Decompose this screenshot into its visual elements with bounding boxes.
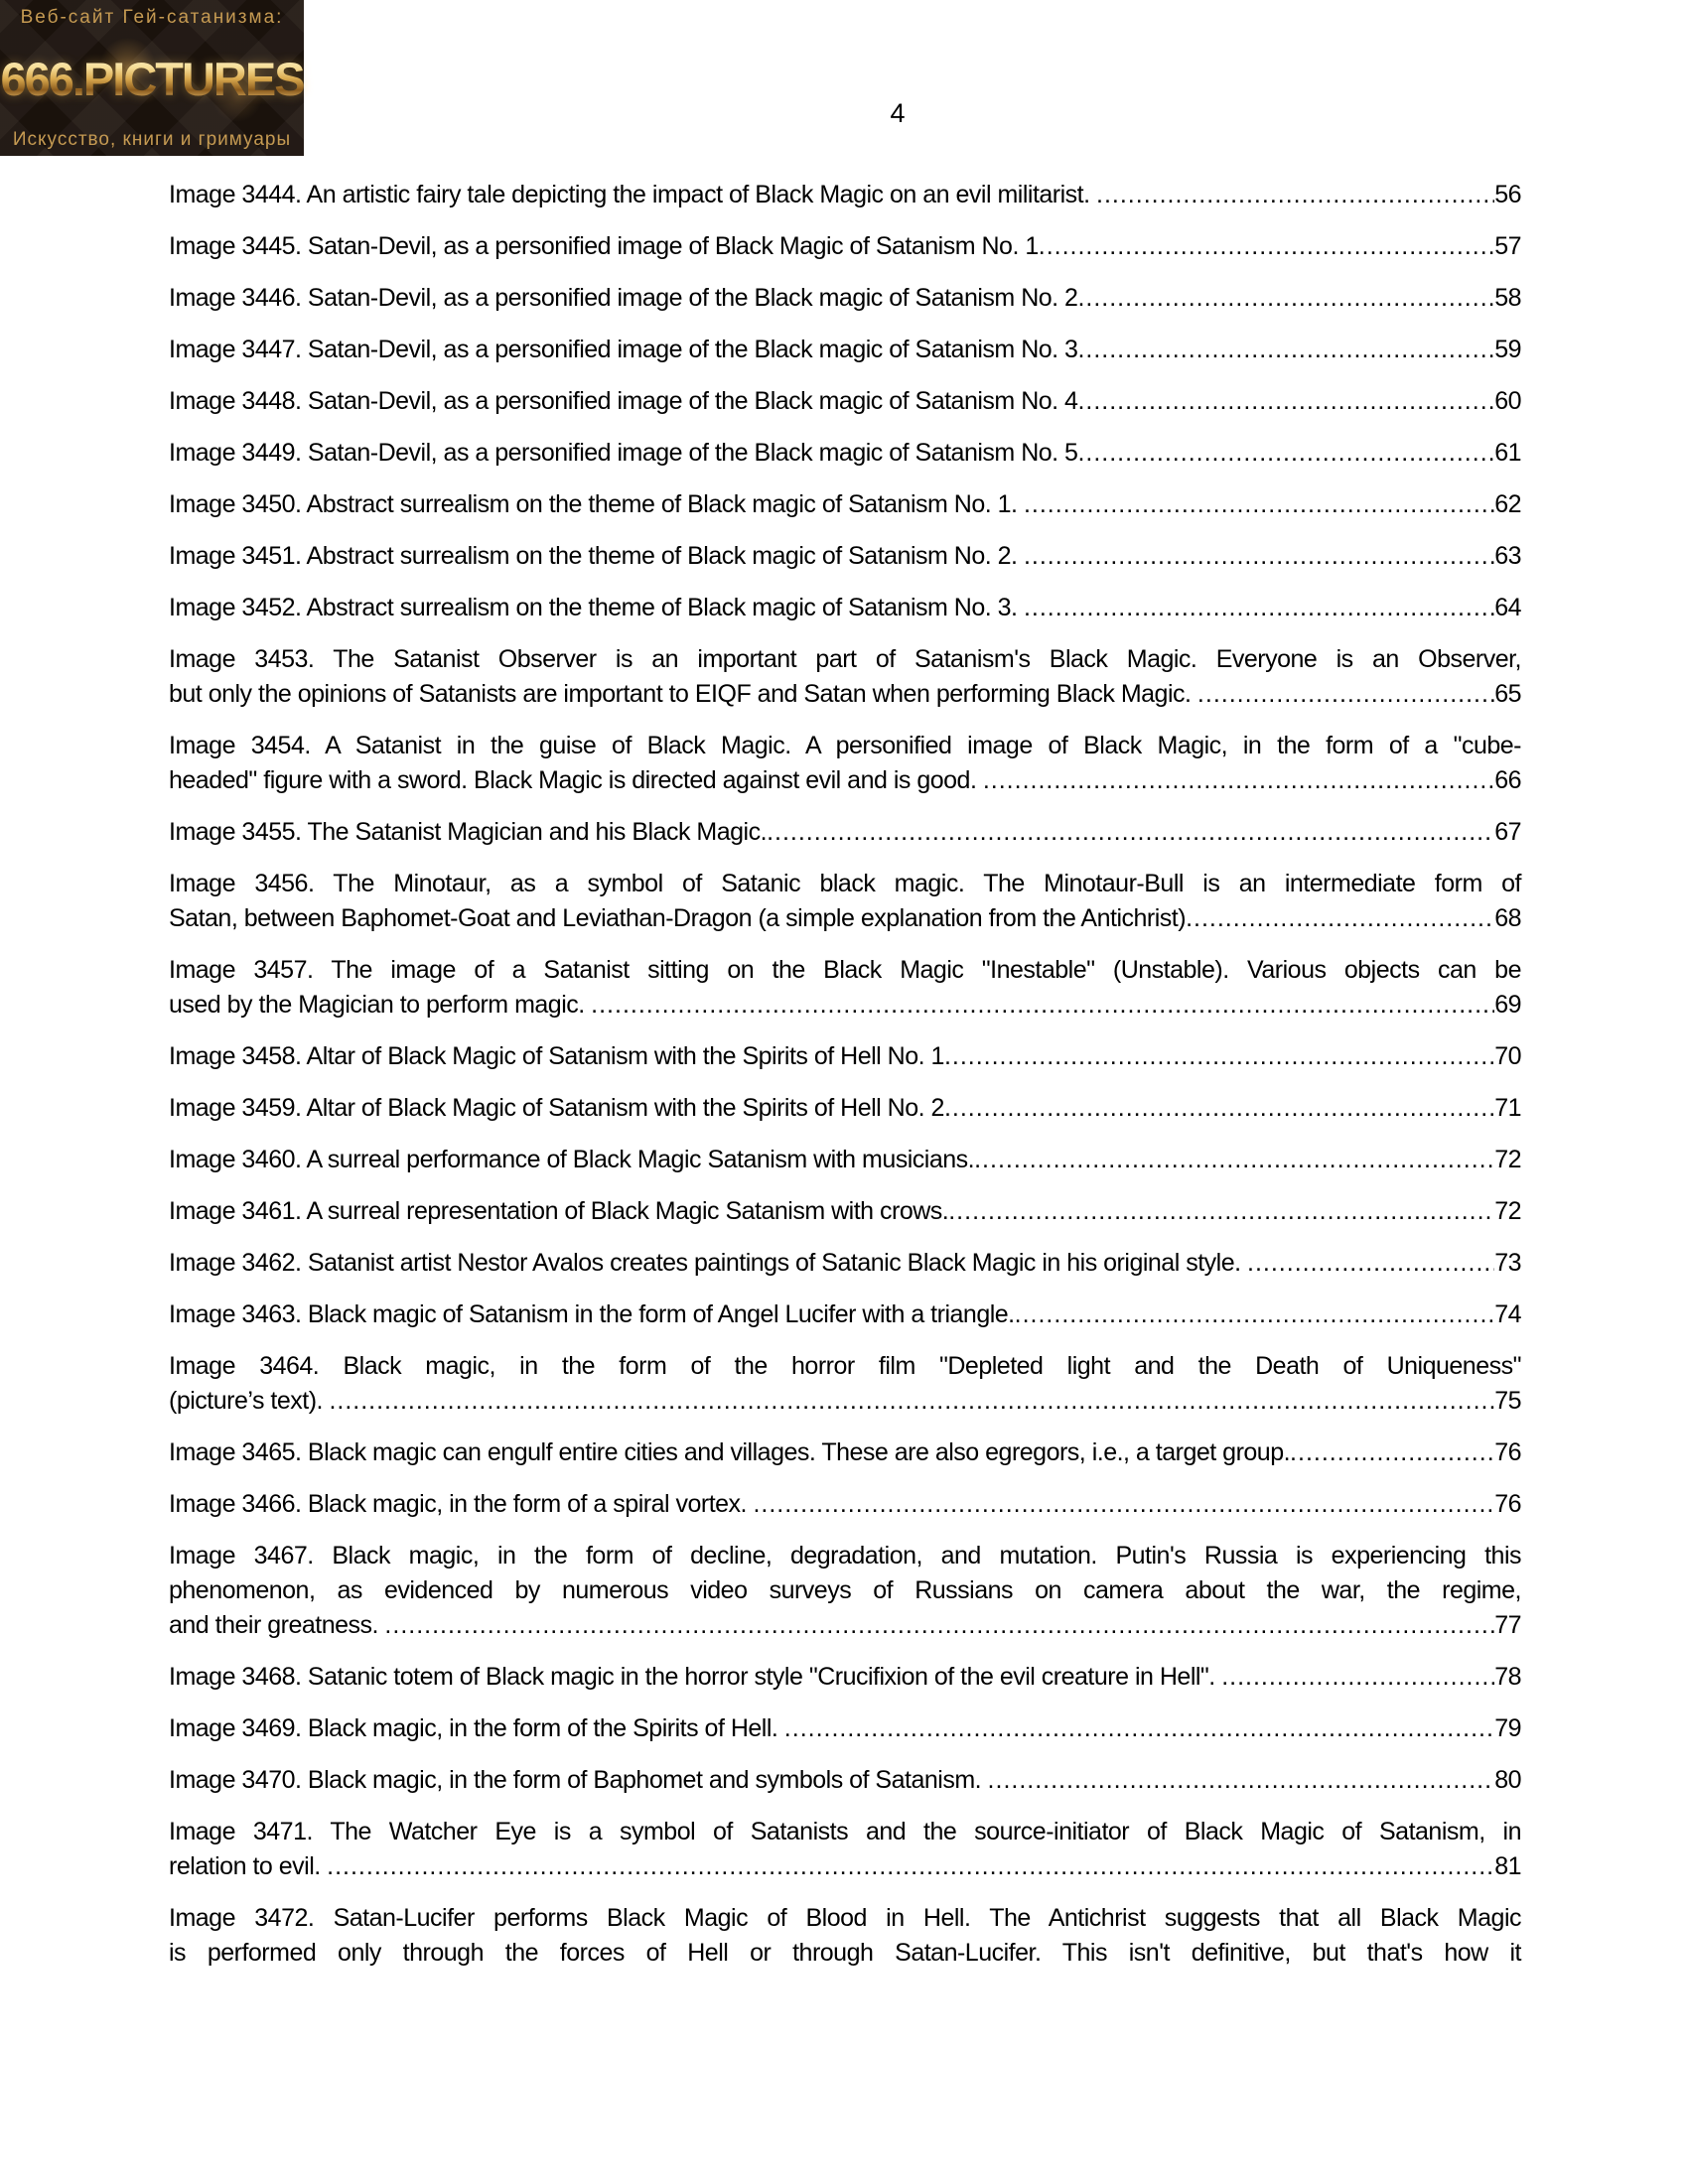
logo-tagline-top: Веб-сайт Гей-сатанизма: [20, 7, 284, 28]
toc-entry-3454[interactable] [169, 729, 1521, 798]
toc-list [169, 178, 1521, 1971]
dot-leader [944, 1091, 1494, 1126]
toc-entry-3470[interactable] [169, 1763, 1521, 1798]
toc-entry-page: 73 [1494, 1249, 1521, 1277]
toc-entry-lastline [169, 1849, 1521, 1884]
toc-entry-3452[interactable] [169, 591, 1521, 625]
page-number: 4 [890, 98, 906, 128]
toc-entry-text: but only the opinions of Satanists are important to EIQF and Satan when performing Black Magic. [169, 680, 1197, 708]
toc-entry-page: 69 [1494, 991, 1521, 1019]
dot-leader [1077, 281, 1494, 316]
toc-entry-text: used by the Magician to perform magic. [169, 991, 592, 1019]
toc-entry-page: 80 [1494, 1766, 1521, 1794]
toc-entry-lastline [169, 901, 1521, 936]
toc-entry-3461[interactable] [169, 1194, 1521, 1229]
toc-entry-text: Image 3449. Satan-Devil, as a personified image of the Black magic of Satanism No. 5 [169, 439, 1078, 467]
toc-entry-text: Image 3451. Abstract surrealism on the theme of Black magic of Satanism No. 2. [169, 542, 1024, 570]
toc-entry-3453[interactable] [169, 642, 1521, 712]
toc-entry-lastline [169, 178, 1521, 212]
toc-entry-page: 79 [1494, 1714, 1521, 1742]
toc-entry-page: 66 [1494, 766, 1521, 794]
dot-leader [944, 1039, 1494, 1074]
toc-entry-lastline [169, 1091, 1521, 1126]
dot-leader [1186, 901, 1494, 936]
toc-entry-page: 76 [1494, 1438, 1521, 1466]
toc-entry-text: Image 3455. The Satanist Magician and his Black Magic. [169, 818, 768, 846]
toc-entry-3448[interactable] [169, 384, 1521, 419]
toc-entry-page: 78 [1494, 1663, 1521, 1691]
toc-entry-page: 56 [1494, 181, 1521, 208]
toc-entry-lastline [169, 436, 1521, 471]
toc-entry-page: 61 [1494, 439, 1521, 467]
toc-entry-3463[interactable] [169, 1297, 1521, 1332]
toc-entry-lastline [169, 229, 1521, 264]
toc-entry-3460[interactable] [169, 1143, 1521, 1177]
dot-leader [983, 763, 1494, 798]
toc-entry-3459[interactable] [169, 1091, 1521, 1126]
toc-entry-line: Image 3464. Black magic, in the form of the horror film "Depleted light and the Death of Uniqueness" [169, 1352, 1521, 1380]
dot-leader [591, 988, 1494, 1023]
toc-entry-text: Image 3445. Satan-Devil, as a personified image of Black Magic of Satanism No. 1 [169, 232, 1039, 260]
toc-entry-text: Image 3462. Satanist artist Nestor Avalos creates paintings of Satanic Black Magic in his original style. [169, 1249, 1248, 1277]
toc-entry-3444[interactable] [169, 178, 1521, 212]
toc-entry-text: Image 3458. Altar of Black Magic of Satanism with the Spirits of Hell No. 1 [169, 1042, 944, 1070]
toc-entry-page: 75 [1494, 1387, 1521, 1415]
toc-entry-text: Image 3447. Satan-Devil, as a personified image of the Black magic of Satanism No. 3 [169, 336, 1078, 363]
toc-entry-3472[interactable] [169, 1901, 1521, 1971]
toc-entry-3445[interactable] [169, 229, 1521, 264]
dot-leader [948, 1194, 1494, 1229]
toc-entry-lastline [169, 1384, 1521, 1419]
toc-entry-lastline [169, 487, 1521, 522]
logo-title: 666.PICTURES [0, 52, 304, 105]
toc-entry-page: 57 [1494, 232, 1521, 260]
toc-entry-page: 64 [1494, 594, 1521, 621]
toc-entry-text: Image 3470. Black magic, in the form of Baphomet and symbols of Satanism. [169, 1766, 988, 1794]
toc-entry-lastline [169, 1039, 1521, 1074]
toc-entry-page: 67 [1494, 818, 1521, 846]
toc-entry-page: 74 [1494, 1300, 1521, 1328]
toc-entry-3456[interactable] [169, 867, 1521, 936]
toc-entry-line: is performed only through the forces of Hell or through Satan-Lucifer. This isn't definitive, but that's how it [169, 1939, 1521, 1967]
toc-entry-3465[interactable] [169, 1435, 1521, 1470]
toc-entry-page: 65 [1494, 680, 1521, 708]
dot-leader [1039, 229, 1494, 264]
toc-entry-page: 58 [1494, 284, 1521, 312]
toc-entry-lastline [169, 384, 1521, 419]
toc-entry-text: Image 3465. Black magic can engulf entire cities and villages. These are also egregors, i.e., a target group. [169, 1438, 1291, 1466]
toc-entry-lastline [169, 591, 1521, 625]
dot-leader [767, 815, 1494, 850]
toc-entry-text: Image 3463. Black magic of Satanism in the form of Angel Lucifer with a triangle. [169, 1300, 1015, 1328]
dot-leader [988, 1763, 1495, 1798]
toc-entry-3467[interactable] [169, 1539, 1521, 1643]
toc-entry-lastline [169, 539, 1521, 574]
toc-entry-page: 71 [1494, 1094, 1521, 1122]
dot-leader [753, 1487, 1494, 1522]
toc-entry-page: 60 [1494, 387, 1521, 415]
toc-entry-text: Image 3460. A surreal performance of Black Magic Satanism with musicians. [169, 1146, 975, 1173]
toc-entry-text: and their greatness. [169, 1611, 385, 1639]
toc-entry-3468[interactable] [169, 1660, 1521, 1695]
toc-entry-3469[interactable] [169, 1711, 1521, 1746]
toc-entry-page: 81 [1494, 1852, 1521, 1880]
toc-entry-3455[interactable] [169, 815, 1521, 850]
toc-entry-lastline [169, 1143, 1521, 1177]
toc-entry-line: Image 3457. The image of a Satanist sitting on the Black Magic "Inestable" (Unstable). Various objects can be [169, 956, 1521, 984]
toc-entry-line: Image 3453. The Satanist Observer is an important part of Satanism's Black Magic. Everyone is an Observer, [169, 645, 1521, 673]
dot-leader [1077, 384, 1494, 419]
dot-leader [329, 1384, 1494, 1419]
toc-entry-page: 70 [1494, 1042, 1521, 1070]
toc-entry-3450[interactable] [169, 487, 1521, 522]
toc-entry-text: Image 3452. Abstract surrealism on the theme of Black magic of Satanism No. 3. [169, 594, 1024, 621]
toc-entry-lastline [169, 815, 1521, 850]
dot-leader [974, 1143, 1494, 1177]
toc-entry-text: Image 3459. Altar of Black Magic of Satanism with the Spirits of Hell No. 2 [169, 1094, 944, 1122]
toc-entry-lastline [169, 281, 1521, 316]
dot-leader [384, 1608, 1494, 1643]
toc-entry-text: relation to evil. [169, 1852, 328, 1880]
toc-entry-lastline [169, 1246, 1521, 1281]
toc-entry-text: Image 3444. An artistic fairy tale depicting the impact of Black Magic on an evil militarist. [169, 181, 1097, 208]
toc-entry-page: 76 [1494, 1490, 1521, 1518]
toc-entry-page: 68 [1494, 904, 1521, 932]
logo-tagline-bottom: Искусство, книги и гримуары [12, 129, 292, 150]
toc-entry-lastline [169, 333, 1521, 367]
toc-entry-lastline [169, 677, 1521, 712]
toc-entry-3464[interactable] [169, 1349, 1521, 1419]
dot-leader [1024, 539, 1494, 574]
toc-entry-lastline [169, 763, 1521, 798]
toc-entry-line: phenomenon, as evidenced by numerous video surveys of Russians on camera about the war, the regime, [169, 1576, 1521, 1604]
toc-entry-lastline [169, 1435, 1521, 1470]
toc-entry-line: Image 3467. Black magic, in the form of decline, degradation, and mutation. Putin's Russia is experiencing this [169, 1542, 1521, 1570]
document-page [169, 0, 1521, 1987]
toc-entry-3447[interactable] [169, 333, 1521, 367]
dot-leader [1197, 677, 1494, 712]
toc-entry-lastline [169, 1297, 1521, 1332]
toc-entry-line: Image 3472. Satan-Lucifer performs Black Magic of Blood in Hell. The Antichrist suggests that all Black Magic [169, 1904, 1521, 1932]
toc-entry-page: 77 [1494, 1611, 1521, 1639]
toc-entry-text: Image 3466. Black magic, in the form of a spiral vortex. [169, 1490, 754, 1518]
toc-entry-lastline [169, 1763, 1521, 1798]
toc-entry-text: Image 3469. Black magic, in the form of the Spirits of Hell. [169, 1714, 784, 1742]
dot-leader [1247, 1246, 1494, 1281]
toc-entry-page: 63 [1494, 542, 1521, 570]
dot-leader [1096, 178, 1494, 212]
toc-entry-3471[interactable] [169, 1815, 1521, 1884]
toc-entry-lastline [169, 1711, 1521, 1746]
toc-entry-3466[interactable] [169, 1487, 1521, 1522]
toc-entry-lastline [169, 1660, 1521, 1695]
dot-leader [1077, 333, 1494, 367]
toc-entry-text: Image 3461. A surreal representation of Black Magic Satanism with crows. [169, 1197, 949, 1225]
dot-leader [784, 1711, 1494, 1746]
toc-entry-page: 72 [1494, 1146, 1521, 1173]
toc-entry-3451[interactable] [169, 539, 1521, 574]
toc-entry-text: Satan, between Baphomet-Goat and Leviathan-Dragon (a simple explanation from the Antichrist) [169, 904, 1187, 932]
toc-entry-lastline [169, 1487, 1521, 1522]
dot-leader [1290, 1435, 1494, 1470]
dot-leader [1077, 436, 1494, 471]
toc-entry-3446[interactable] [169, 281, 1521, 316]
dot-leader [1015, 1297, 1495, 1332]
toc-entry-line: Image 3454. A Satanist in the guise of Black Magic. A personified image of Black Magic, in the form of a "cube- [169, 732, 1521, 759]
toc-entry-line: Image 3456. The Minotaur, as a symbol of Satanic black magic. The Minotaur-Bull is an intermediate form of [169, 870, 1521, 897]
toc-entry-page: 62 [1494, 490, 1521, 518]
toc-entry-text: Image 3448. Satan-Devil, as a personified image of the Black magic of Satanism No. 4 [169, 387, 1078, 415]
toc-entry-lastline [169, 1194, 1521, 1229]
toc-entry-page: 72 [1494, 1197, 1521, 1225]
toc-entry-text: (picture’s text). [169, 1387, 330, 1415]
toc-entry-3458[interactable] [169, 1039, 1521, 1074]
toc-entry-text: Image 3446. Satan-Devil, as a personified image of the Black magic of Satanism No. 2 [169, 284, 1078, 312]
toc-entry-text: Image 3468. Satanic totem of Black magic in the horror style "Crucifixion of the evil creature in Hell". [169, 1663, 1222, 1691]
toc-entry-lastline [169, 1608, 1521, 1643]
toc-entry-text: Image 3450. Abstract surrealism on the theme of Black magic of Satanism No. 1. [169, 490, 1024, 518]
dot-leader [327, 1849, 1494, 1884]
dot-leader [1024, 487, 1494, 522]
dot-leader [1221, 1660, 1494, 1695]
toc-entry-3449[interactable] [169, 436, 1521, 471]
toc-entry-line: Image 3471. The Watcher Eye is a symbol of Satanists and the source-initiator of Black Magic of Satanism, in [169, 1818, 1521, 1845]
toc-entry-text: headed" figure with a sword. Black Magic is directed against evil and is good. [169, 766, 983, 794]
toc-entry-lastline [169, 988, 1521, 1023]
toc-entry-page: 59 [1494, 336, 1521, 363]
toc-entry-3457[interactable] [169, 953, 1521, 1023]
toc-entry-3462[interactable] [169, 1246, 1521, 1281]
dot-leader [1024, 591, 1494, 625]
